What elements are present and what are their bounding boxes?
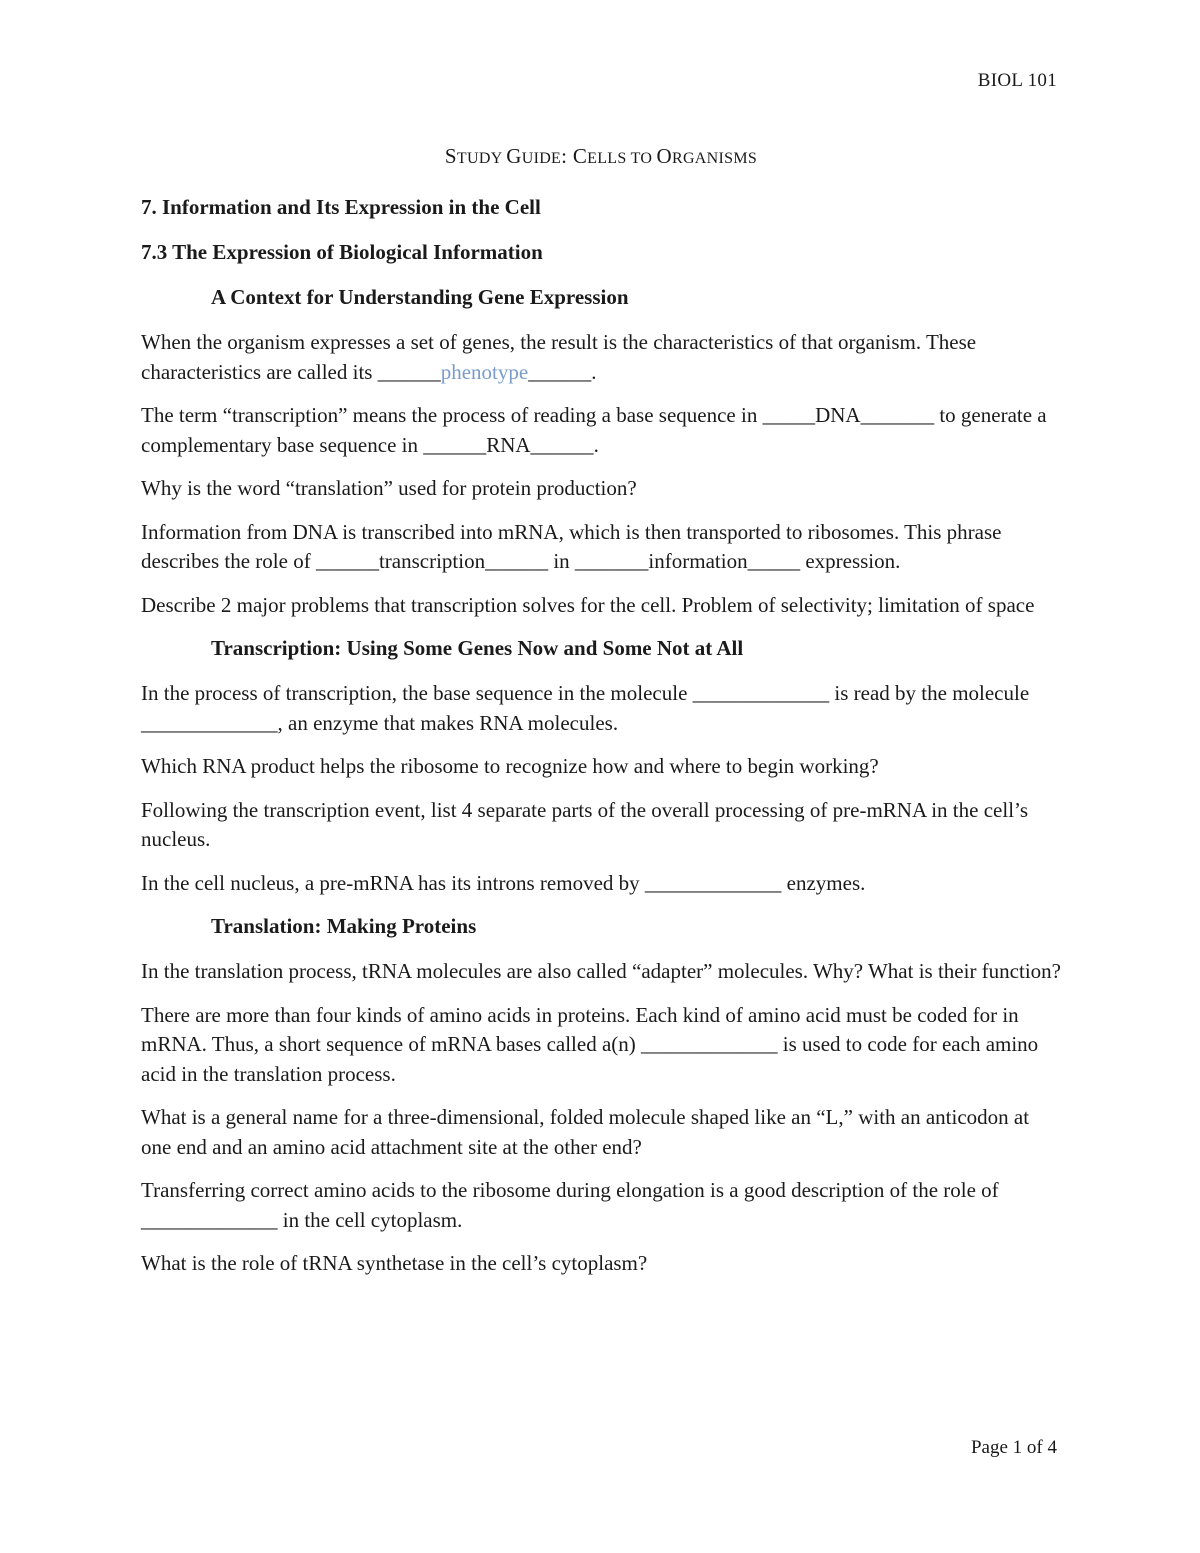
question-text: is used to code for each amino acid in the translation process. (141, 1032, 1039, 1086)
title-part: S (444, 144, 457, 168)
title-part: TUDY (456, 150, 507, 167)
question-transcription-problems: Describe 2 major problems that transcription solves for the cell. Problem of selectivity; limitation of space (141, 592, 1035, 617)
answer-blank: _____________ (644, 870, 782, 895)
answer-blank: _____________ (141, 1207, 278, 1232)
question-text: to generate a complementary base sequence in (141, 403, 1047, 457)
question-rna-polymerase (141, 679, 1061, 738)
answer-blank: _______information_____ (574, 549, 801, 573)
question-text: in the cell cytoplasm. (277, 1207, 463, 1232)
title-part: RGANISMS (671, 150, 758, 167)
question-rna-product: Which RNA product helps the ribosome to recognize how and where to begin working? (141, 754, 879, 778)
question-text: When the organism expresses a set of genes, the result is the characteristics of that organism. These characteristics are called its (141, 330, 977, 384)
document-title (141, 144, 1061, 169)
answer-blank: _____________ (141, 710, 278, 735)
question-pre-mrna-processing: Following the transcription event, list 4 separate parts of the overall processing of pre-mRNA in the cell’s nucleus. (141, 797, 1029, 851)
question-transcription-term (141, 401, 1061, 460)
question-text: is read by the molecule (829, 681, 1030, 705)
document-body (141, 144, 1061, 1293)
question-phenotype (141, 328, 1061, 387)
question-text: expression. (800, 549, 901, 573)
question-text: In the process of transcription, the base sequence in the molecule (141, 681, 693, 705)
question-text: . (591, 359, 597, 384)
answer-blank: _____________ (641, 1032, 778, 1056)
title-part: O (656, 144, 672, 168)
blank-line: ______ (528, 359, 592, 384)
course-code: BIOL 101 (977, 70, 1057, 91)
answer-blank: ______transcription______ (315, 549, 549, 573)
answer-blank: ______RNA______ (423, 432, 594, 457)
question-text: In the cell nucleus, a pre-mRNA has its introns removed by (141, 870, 645, 895)
question-text: , an enzyme that makes RNA molecules. (277, 710, 619, 735)
translation-heading: Translation: Making Proteins (211, 914, 477, 938)
question-text: There are more than four kinds of amino acids in proteins. Each kind of amino acid must be coded for in mRNA. Thus, a short sequence of mRNA bases called a(n) (141, 1002, 1019, 1056)
question-text: The term “transcription” means the process of reading a base sequence in (141, 403, 763, 427)
answer-blank: _____DNA_______ (762, 403, 935, 427)
title-part: C (572, 144, 588, 168)
question-elongation-role (141, 1176, 1061, 1235)
title-part: : (561, 144, 573, 168)
blank-line: ______ (377, 359, 441, 384)
transcription-heading: Transcription: Using Some Genes Now and Some Not at All (211, 636, 744, 660)
question-translation-word: Why is the word “translation” used for protein production? (141, 476, 637, 500)
filled-answer: phenotype (440, 359, 529, 384)
question-codon (141, 1001, 1061, 1090)
answer-blank: _____________ (692, 681, 830, 705)
question-text: Transferring correct amino acids to the ribosome during elongation is a good description of the role of (141, 1178, 999, 1202)
question-l-shaped-molecule: What is a general name for a three-dimensional, folded molecule shaped like an “L,” with an anticodon at one end and an amino acid attachment site at the other end? (141, 1105, 1030, 1159)
question-text: Information from DNA is transcribed into mRNA, which is then transported to ribosomes. This phrase describes the role of (141, 519, 1002, 573)
page-number: Page 1 of 4 (970, 1437, 1057, 1458)
subsection-heading: 7.3 The Expression of Biological Information (141, 240, 543, 264)
title-part: UIDE (521, 150, 562, 167)
question-trna-synthetase: What is the role of tRNA synthetase in the cell’s cytoplasm? (141, 1251, 648, 1275)
question-text: in (548, 549, 575, 573)
context-heading: A Context for Understanding Gene Expression (211, 285, 629, 309)
question-information-flow (141, 518, 1061, 577)
question-text: enzymes. (781, 870, 866, 895)
question-introns (141, 869, 1061, 899)
question-text: . (593, 432, 599, 457)
question-adapter-molecules: In the translation process, tRNA molecules are also called “adapter” molecules. Why? What is their function? (141, 959, 1061, 983)
section-heading: 7. Information and Its Expression in the Cell (141, 195, 541, 219)
title-part: G (506, 144, 522, 168)
title-part: ELLS TO (587, 150, 657, 167)
